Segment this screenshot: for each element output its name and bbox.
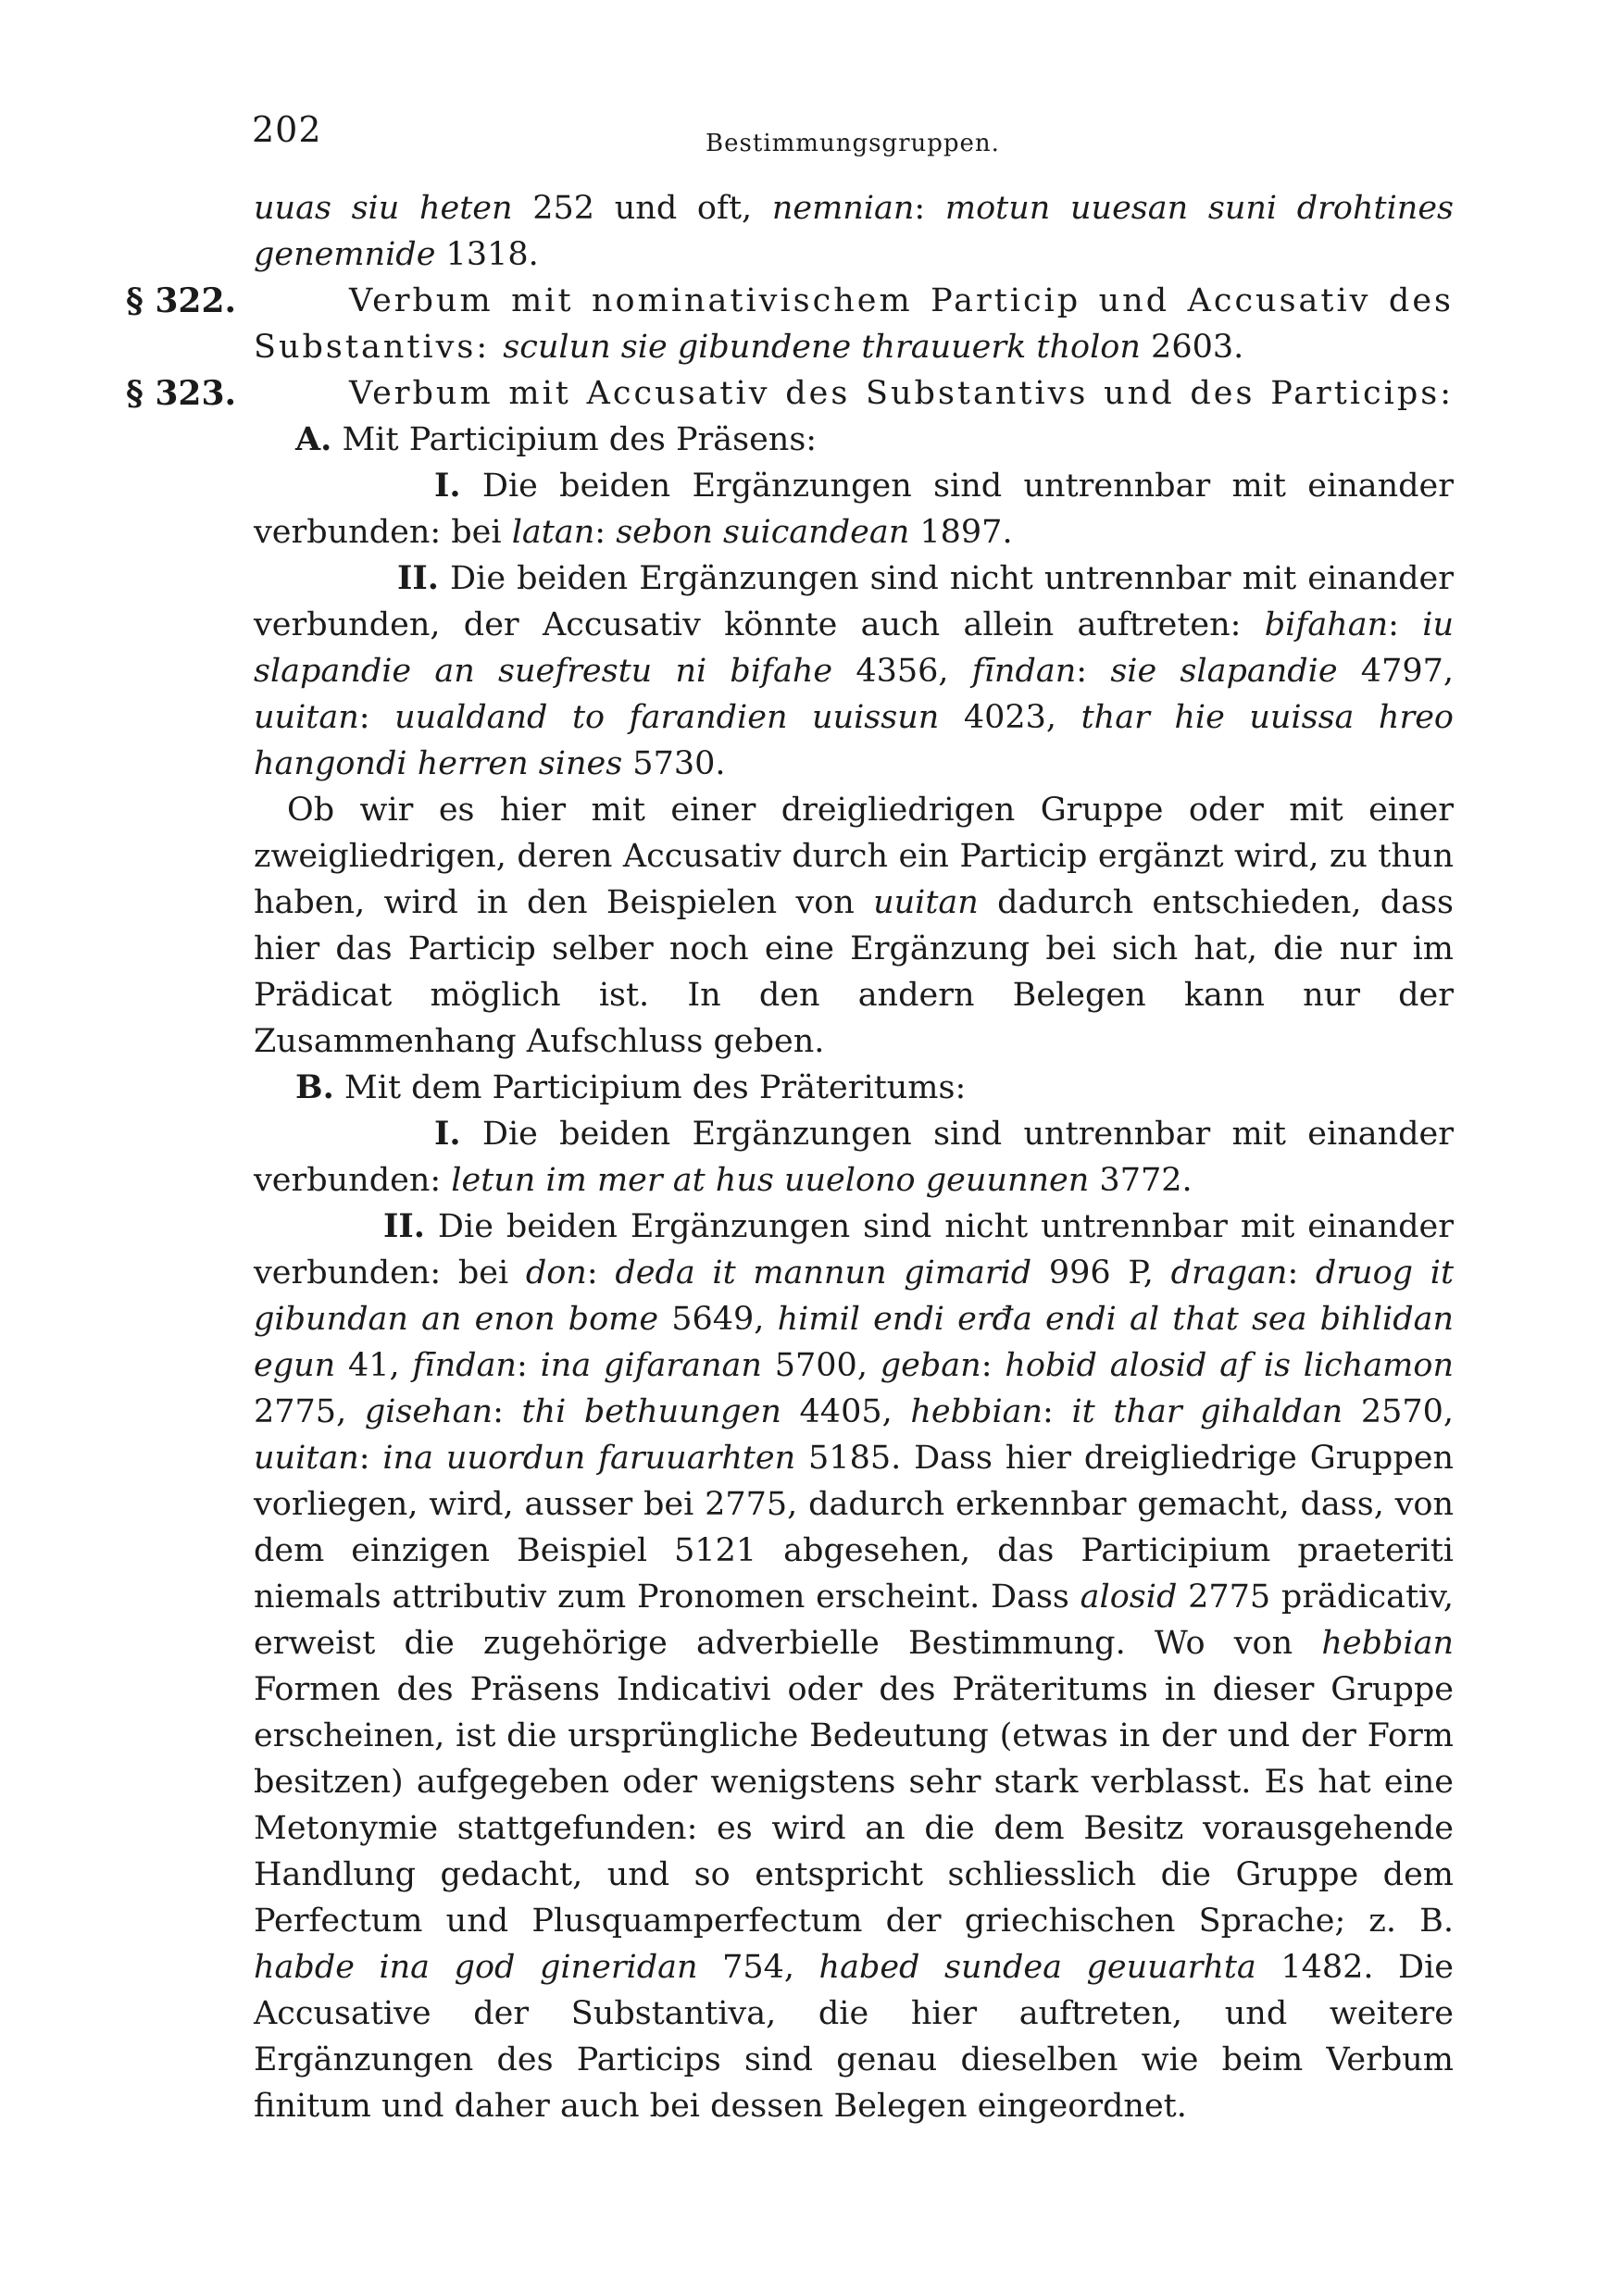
text-run: 4797, — [1337, 653, 1454, 690]
italic-citation: alosid — [1080, 1578, 1178, 1616]
italic-citation: ina uuordun faruuarhten — [382, 1440, 796, 1477]
text-run: 252 und oft, — [512, 190, 772, 227]
text-run: 996 P, — [1031, 1254, 1171, 1292]
text-run: Mit Participium des Präsens: — [331, 421, 818, 458]
text-run: 1482. Die Accusative der Substantiva, die hier auftreten, und weitere Ergänzungen des Particips sind genau dieselben wie beim Verbum finitum und daher auch bei dessen Belegen eingeordnet. — [254, 1949, 1454, 2125]
text-run: Die beiden Ergänzungen sind nicht untrennbar mit einander verbunden, der Accusativ könnte auch allein auftreten: — [254, 560, 1454, 643]
section-323-text — [254, 370, 1454, 417]
italic-citation: deda it mannun gimarid — [615, 1254, 1032, 1292]
paragraph-continuation — [254, 185, 1454, 278]
italic-citation: uuas siu heten — [254, 190, 513, 227]
text-run: : — [981, 1347, 1006, 1384]
subsection-b-heading — [254, 1065, 1454, 1111]
italic-citation: uuitan — [254, 699, 359, 736]
text-run: 5185. Dass hier dreigliedrige Gruppen vorliegen, wird, ausser bei 2775, dadurch erkennbar gemacht, dass, von dem einzigen Beispiel 5121 abgesehen, das Participium praeteriti niemals attributiv zum Pronomen erscheint. Dass — [254, 1440, 1454, 1616]
enumeration-label: II. — [397, 559, 439, 597]
running-title: Bestimmungsgruppen. — [706, 130, 1000, 157]
italic-citation: ina gifaranan — [540, 1347, 762, 1384]
italic-citation: hebbian — [910, 1393, 1043, 1430]
italic-citation: thi bethuungen — [521, 1393, 781, 1430]
text-run: : — [1076, 653, 1111, 690]
enumeration-label: I. — [434, 1115, 461, 1153]
text-run: 3772. — [1089, 1162, 1193, 1199]
section-322 — [126, 278, 1454, 370]
italic-citation: dragan — [1170, 1254, 1288, 1292]
section-number: § 322. — [126, 281, 237, 320]
italic-citation: druog it gibundan an enon bome — [254, 1254, 1455, 1338]
italic-citation: fīndan — [412, 1347, 517, 1384]
text-run: Die beiden Ergänzungen sind untrennbar mit einander verbunden: — [254, 1116, 1454, 1199]
italic-citation: latan — [511, 514, 595, 551]
text-run: 2603. — [1140, 329, 1244, 366]
italic-citation: gisehan — [364, 1393, 493, 1430]
page-header — [252, 109, 1454, 165]
text-run: : — [586, 1254, 616, 1292]
subsection-b-2 — [254, 1204, 1454, 2129]
text-run: 2775, — [254, 1393, 365, 1430]
text-run: 4023, — [939, 699, 1081, 736]
text-run: 4405, — [781, 1393, 911, 1430]
italic-citation: hobid alosid af is lichamon — [1005, 1347, 1454, 1384]
italic-citation: habde ina god gineridan — [254, 1949, 698, 1986]
text-run: 4356, — [832, 653, 972, 690]
text-body — [126, 185, 1455, 2129]
text-run: 41, — [335, 1347, 413, 1384]
text-run: : — [1388, 606, 1423, 643]
italic-citation: sie slapandie — [1110, 653, 1338, 690]
enumeration-label: A. — [295, 420, 332, 458]
text-run: 2570, — [1343, 1393, 1455, 1430]
text-run: Mit dem Participium des Präteritums: — [333, 1069, 967, 1106]
text-run: Ob wir es hier mit einer dreigliedrigen Gruppe oder mit einer zweigliedrigen, deren Accusativ durch ein Particip ergänzt wird, zu thun haben, wird in den Beispielen von — [254, 792, 1454, 921]
text-run: Die beiden Ergänzungen sind untrennbar mit einander verbunden: bei — [254, 468, 1454, 551]
section-number: § 323. — [126, 374, 237, 413]
paragraph-discussion — [254, 787, 1454, 1065]
enumeration-label: II. — [383, 1207, 425, 1245]
italic-citation: motun uuesan suni drohtines genemnide — [254, 190, 1455, 273]
text-run: 5700, — [761, 1347, 881, 1384]
italic-citation: thar hie uuissa hreo hangondi herren sines — [254, 699, 1454, 782]
text-run: 754, — [697, 1949, 819, 1986]
subsection-a-2 — [254, 555, 1454, 787]
italic-citation: bifahan — [1264, 606, 1389, 643]
enumeration-label: I. — [434, 467, 461, 505]
text-run: 2775 prädicativ, erweist die zugehörige adverbielle Bestimmung. Wo von — [254, 1578, 1454, 1662]
italic-citation: fīndan — [971, 653, 1077, 690]
italic-citation: uuitan — [873, 884, 979, 921]
text-run: Verbum mit Accusativ des Substantivs und des Particips: — [349, 375, 1454, 412]
italic-citation: sebon suicandean — [616, 514, 910, 551]
italic-citation: sculun sie gibundene thrauuerk tholon — [503, 329, 1141, 366]
text-run: : — [1287, 1254, 1316, 1292]
text-run: 1318. — [435, 236, 539, 273]
text-run: : — [358, 1440, 383, 1477]
text-run: Die beiden Ergänzungen sind nicht untrennbar mit einander verbunden: bei — [254, 1208, 1454, 1292]
italic-citation: himil endi erđa endi al that sea bihlidan egun — [254, 1301, 1455, 1384]
section-322-text — [254, 278, 1454, 370]
italic-citation: habed sundea geuuarhta — [818, 1949, 1256, 1986]
text-run: : — [594, 514, 617, 551]
enumeration-label: B. — [295, 1068, 334, 1106]
text-run: : — [516, 1347, 541, 1384]
text-run: : — [1043, 1393, 1072, 1430]
italic-citation: uuitan — [254, 1440, 359, 1477]
italic-citation: geban — [880, 1347, 981, 1384]
italic-citation: it thar gihaldan — [1071, 1393, 1343, 1430]
text-run: : — [914, 190, 945, 227]
subsection-b-1 — [254, 1111, 1454, 1204]
text-run: 5730. — [622, 745, 726, 782]
italic-citation: uualdand to farandien uuissun — [394, 699, 940, 736]
page-number: 202 — [252, 109, 322, 150]
section-323 — [126, 370, 1454, 417]
text-run: : — [493, 1393, 522, 1430]
text-run: 5649, — [658, 1301, 778, 1338]
text-run: Formen des Präsens Indicativi oder des Präteritums in dieser Gruppe erscheinen, ist die ursprüngliche Bedeutung (etwas in der und der Form besitzen) aufgegeben oder wenigstens sehr stark verblasst. Es hat eine Metonymie stattgefunden: es wird an die dem Besitz vorausgehende Handlung gedacht, und so entspricht schliesslich die Gruppe dem Perfectum und Plusquamperfectum der griechischen Sprache; z. B. — [254, 1671, 1454, 1940]
text-run: Verbum mit nominativischem Particip und Accusativ des Substantivs: — [254, 282, 1454, 366]
text-run: dadurch entschieden, dass hier das Particip selber noch eine Ergänzung bei sich hat, die nur im Prädicat möglich ist. In den andern Belegen kann nur der Zusammenhang Aufschluss geben. — [254, 884, 1454, 1060]
text-run: : — [358, 699, 395, 736]
italic-citation: hebbian — [1321, 1625, 1454, 1662]
italic-citation: don — [525, 1254, 587, 1292]
subsection-a-heading — [254, 417, 1454, 463]
italic-citation: letun im mer at hus uuelono geuunnen — [451, 1162, 1090, 1199]
italic-citation: iu slapandie an suefrestu ni bifahe — [254, 606, 1454, 690]
italic-citation: nemnian — [771, 190, 915, 227]
subsection-a-1 — [254, 463, 1454, 555]
text-run: 1897. — [909, 514, 1013, 551]
